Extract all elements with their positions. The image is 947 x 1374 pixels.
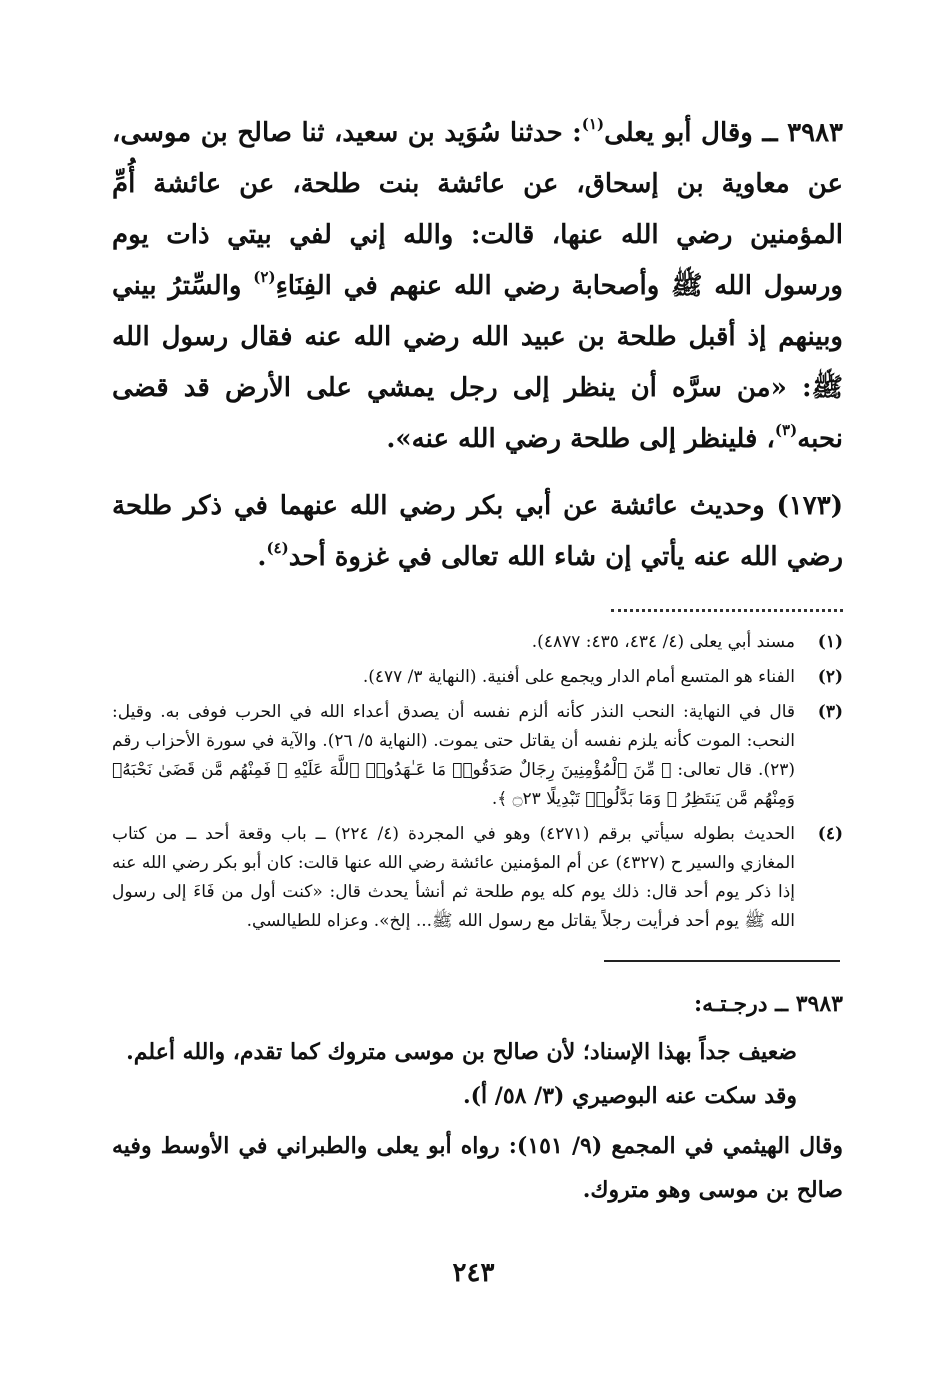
hadith-text: ، فلينظر إلى طلحة رضي الله عنه».: [386, 424, 775, 454]
footnote-separator: [112, 583, 843, 628]
footnote-text: مسند أبي يعلى (٤/ ٤٣٤، ٤٣٥: ٤٨٧٧).: [531, 632, 795, 652]
footnote-text: الحديث بطوله سيأتي برقم (٤٢٧١) وهو في المجردة (٤/ ٢٢٤) ــ باب وقعة أحد ــ من كتاب المغازي والسير ح (٤٣٢٧) عن أم المؤمنين عائشة رضي الله عنها قالت: كان أبو بكر رضي الله عنه إذا ذكر يوم أحد قال: ذلك يوم كله يوم طلحة ثم أنشأ يحدث قال: «كنت أول من فَاءَ إلى رسول الله ﷺ يوم أحد فرأيت رجلاً يقاتل مع رسول الله ﷺ... إلخ». وعزاه للطيالسي.: [112, 824, 795, 931]
footnote-number: (٤): [817, 824, 843, 844]
grade-line: وقد سكت عنه البوصيري (٣/ ٥٨/ أ).: [462, 1083, 797, 1109]
footnote: [112, 628, 843, 657]
hadith-text: والسِّترُ بيني وبينهم إذ أقبل طلحة بن عبيد الله رضي الله عنه فقال رسول الله ﷺ: «من سرَّه أن ينظر إلى رجل يمشي على الأرض قد قضى نحبه: [112, 271, 843, 454]
footnote-text: الفناء هو المتسع أمام الدار ويجمع على أفنية. (النهاية ٣/ ٤٧٧).: [362, 667, 795, 687]
hadith-text: : حدثنا سُوَيد بن سعيد، ثنا صالح بن موسى، عن معاوية بن إسحاق، عن عائشة بنت طلحة، عن عائشة أُمِّ المؤمنين رضي الله عنها، قالت: والله إني لفي بيتي ذات يوم ورسول الله ﷺ وأصحابة رضي الله عنهم في الفِنَاءِ: [112, 118, 843, 301]
grade-section: [112, 982, 843, 1212]
footnote-number: (٢): [817, 667, 843, 687]
footnote-number: (١): [817, 632, 843, 652]
footnote: [112, 820, 843, 936]
hadith-173-paragraph: [112, 481, 843, 583]
footnote-ref-2: (٢): [253, 268, 276, 287]
footnote: [112, 663, 843, 692]
footnote-number: (٣): [817, 702, 843, 722]
grade-title: ٣٩٨٣ ــ درجـتـه:: [694, 991, 843, 1017]
footnote-ref-1: (١): [581, 115, 605, 134]
footnotes: [112, 628, 843, 936]
hadith-text: ٣٩٨٣ ــ وقال أبو يعلى: [604, 118, 843, 148]
hadith-text: .: [257, 542, 267, 572]
grade-line: ضعيف جداً بهذا الإسناد؛ لأن صالح بن موسى متروك كما تقدم، والله أعلم.: [126, 1039, 797, 1065]
footnote-ref-3: (٣): [774, 421, 798, 440]
footnote: [112, 698, 843, 814]
footnote-ref-4: (٤): [266, 539, 289, 558]
main-text: [112, 108, 843, 583]
page-number: ٢٤٣: [452, 1258, 495, 1288]
hadith-text: (١٧٣) وحديث عائشة عن أبي بكر رضي الله عنهما في ذكر طلحة رضي الله عنه يأتي إن شاء الله تعالى في غزوة أحد: [112, 491, 843, 572]
hadith-3983-paragraph: [112, 108, 843, 465]
dotted-line: [611, 595, 843, 612]
grade-line: وقال الهيثمي في المجمع (٩/ ١٥١): رواه أبو يعلى والطبراني في الأوسط وفيه صالح بن موسى وهو متروك.: [112, 1133, 843, 1203]
section-divider: [112, 960, 843, 962]
footnote-text: قال في النهاية: النحب النذر كأنه ألزم نفسه أن يصدق أعداء الله في الحرب فوفى به. وقيل: النحب: الموت كأنه يلزم نفسه أن يقاتل حتى يموت. (النهاية ٥/ ٢٦). والآية في سورة الأحزاب رقم (٢٣). قال تعالى: ﴿ مِّنَ ٱلْمُؤْمِنِينَ رِجَالٌ صَدَقُوا۟ مَا عَـٰهَدُوا۟ ٱللَّهَ عَلَيْهِ ۖ فَمِنْهُم مَّن قَضَىٰ نَحْبَهُۥ وَمِنْهُم مَّن يَنتَظِرُ ۖ وَمَا بَدَّلُوا۟ تَبْدِيلًا ۝٢٣ ﴾.: [112, 702, 795, 809]
horizontal-rule: [604, 960, 840, 962]
